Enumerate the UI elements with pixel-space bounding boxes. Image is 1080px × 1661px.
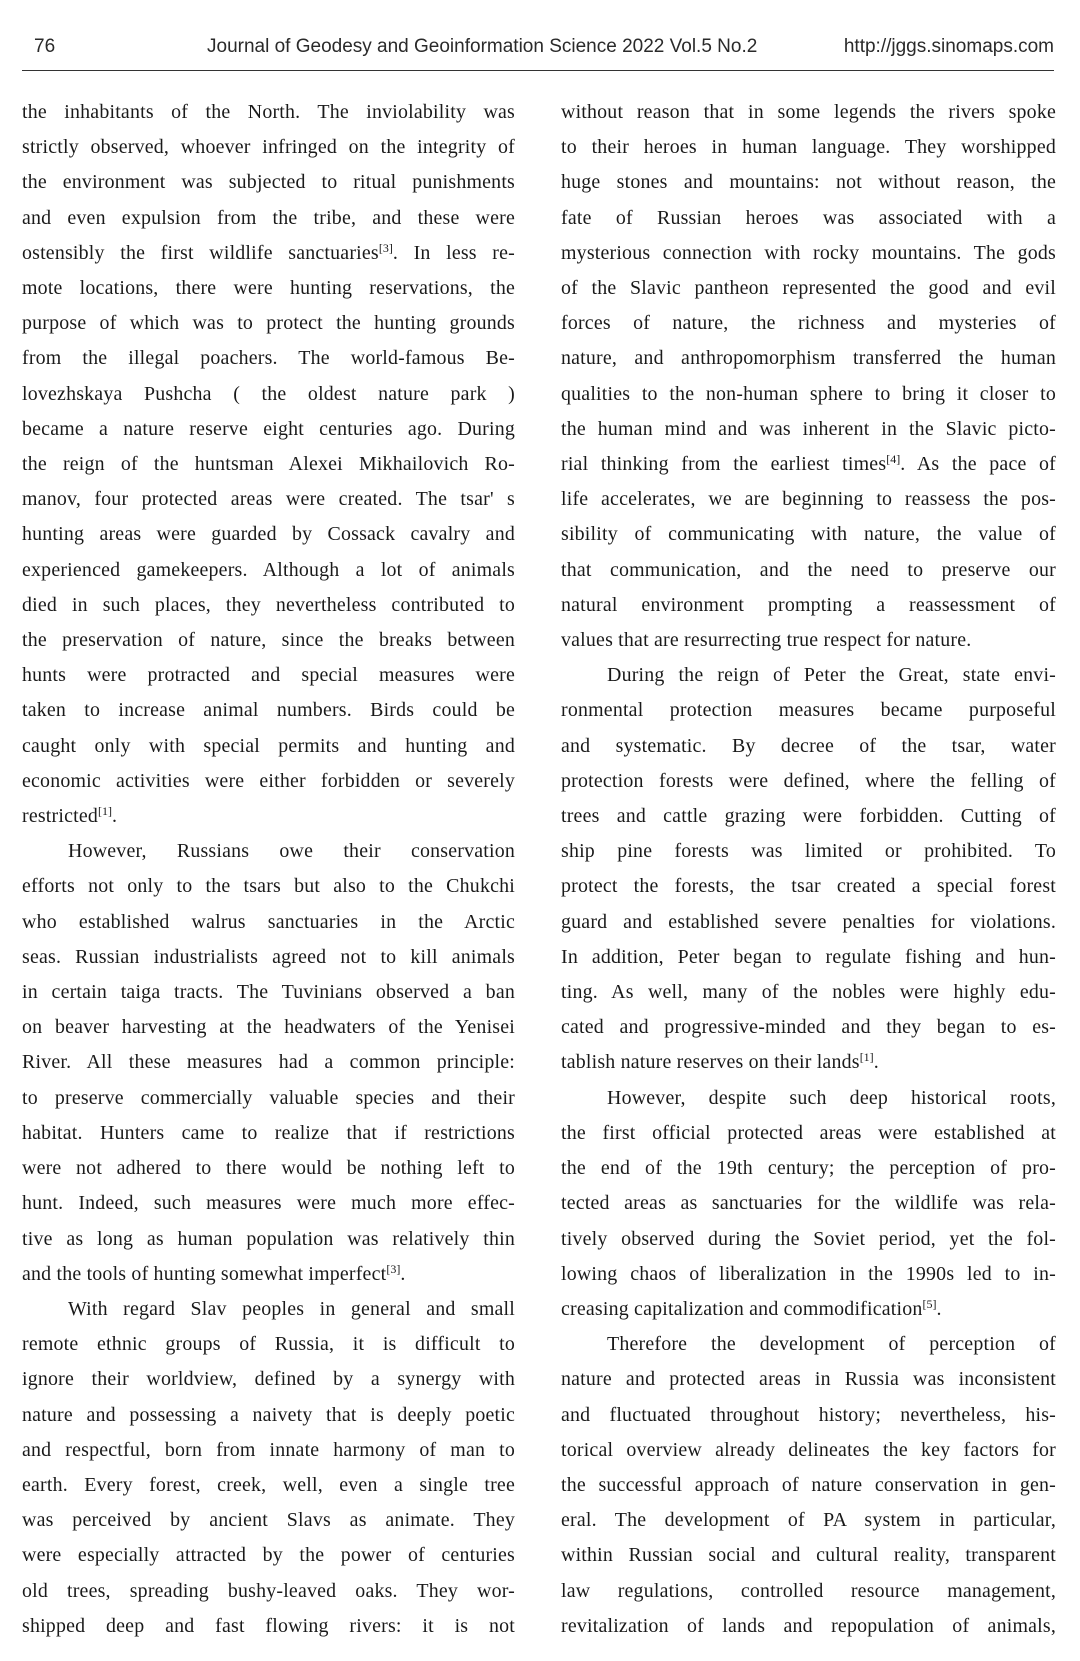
- text-line: values that are resurrecting true respect for nature.: [561, 629, 972, 652]
- text-line: forces of nature, the richness and mysteries of: [561, 312, 1056, 335]
- citation-ref[interactable]: [1]: [98, 804, 112, 819]
- line-text: . As the pace of: [900, 453, 1056, 476]
- text-line: manov, four protected areas were created. The tsar' s: [22, 488, 515, 511]
- text-line: ignore their worldview, defined by a synergy with: [22, 1368, 515, 1391]
- text-line: law regulations, controlled resource management,: [561, 1579, 1056, 1602]
- text-line: died in such places, they nevertheless contributed to: [22, 593, 515, 616]
- text-line: Therefore the development of perception of: [607, 1333, 1056, 1356]
- text-line: qualities to the non-human sphere to bring it closer to: [561, 382, 1056, 405]
- line-text: tablish nature reserves on their lands: [561, 1051, 860, 1074]
- text-line: cated and progressive-minded and they began to es-: [561, 1016, 1056, 1039]
- text-line: During the reign of Peter the Great, state envi-: [607, 664, 1056, 687]
- text-line: [561, 1045, 1056, 1080]
- text-line: nature and protected areas in Russia was inconsistent: [561, 1368, 1056, 1391]
- text-line: who established walrus sanctuaries in the Arctic: [22, 910, 515, 933]
- text-line: life accelerates, we are beginning to reassess the pos-: [561, 488, 1056, 511]
- text-line: became a nature reserve eight centuries ago. During: [22, 417, 515, 440]
- line-text: .: [873, 1051, 879, 1074]
- left-text-column: [22, 95, 515, 1644]
- line-text: .: [400, 1262, 406, 1285]
- text-line: the reign of the huntsman Alexei Mikhailovich Ro-: [22, 453, 515, 476]
- citation-ref[interactable]: [5]: [922, 1296, 937, 1311]
- running-header: [22, 30, 1054, 71]
- text-line: trees and cattle grazing were forbidden. Cutting of: [561, 805, 1056, 828]
- text-line: the end of the 19th century; the perception of pro-: [561, 1157, 1056, 1180]
- line-text: .: [936, 1297, 942, 1320]
- text-line: was perceived by ancient Slavs as animate. They: [22, 1509, 515, 1532]
- text-line: ting. As well, many of the nobles were highly edu-: [561, 981, 1056, 1004]
- right-text-column: [561, 95, 1056, 1644]
- text-line: the successful approach of nature conservation in gen-: [561, 1473, 1056, 1496]
- text-line: the first official protected areas were established at: [561, 1121, 1056, 1144]
- line-text: .: [112, 805, 118, 828]
- text-line: remote ethnic groups of Russia, it is difficult to: [22, 1333, 515, 1356]
- text-line: tive as long as human population was relatively thin: [22, 1227, 515, 1250]
- citation-ref[interactable]: [3]: [386, 1261, 401, 1276]
- text-line: taken to increase animal numbers. Birds could be: [22, 699, 515, 722]
- text-line: economic activities were either forbidden or severely: [22, 769, 515, 792]
- text-line: of the Slavic pantheon represented the good and evil: [561, 277, 1056, 300]
- text-line: tively observed during the Soviet period, yet the fol-: [561, 1227, 1056, 1250]
- text-line: the inhabitants of the North. The inviolability was: [22, 101, 515, 123]
- text-line: strictly observed, whoever infringed on the integrity of: [22, 136, 515, 159]
- text-line: efforts not only to the tsars but also to the Chukchi: [22, 875, 515, 898]
- text-line: [561, 447, 1056, 482]
- text-line: to their heroes in human language. They worshipped: [561, 136, 1056, 159]
- journal-title: Journal of Geodesy and Geoinformation Science 2022 Vol.5 No.2: [207, 36, 758, 57]
- text-line: to preserve commercially valuable species and their: [22, 1086, 515, 1109]
- citation-ref[interactable]: [1]: [859, 1050, 874, 1065]
- text-line: lowing chaos of liberalization in the 1990s led to in-: [561, 1262, 1056, 1285]
- text-line: and even expulsion from the tribe, and these were: [22, 206, 515, 229]
- text-line: hunt. Indeed, such measures were much more effec-: [22, 1192, 515, 1215]
- text-line: [22, 1257, 515, 1292]
- text-line: old trees, spreading bushy-leaved oaks. They wor-: [22, 1579, 515, 1602]
- text-line: earth. Every forest, creek, well, even a single tree: [22, 1473, 515, 1496]
- journal-url[interactable]: http://jggs.sinomaps.com: [843, 36, 1054, 57]
- text-line: were especially attracted by the power of centuries: [22, 1544, 515, 1567]
- text-line: [22, 236, 515, 271]
- line-text: and the tools of hunting somewhat imperfect: [22, 1262, 387, 1285]
- line-text: restricted: [22, 805, 98, 828]
- text-line: huge stones and mountains: not without reason, the: [561, 171, 1056, 194]
- text-line: caught only with special permits and hunting and: [22, 734, 515, 757]
- text-line: hunting areas were guarded by Cossack cavalry and: [22, 523, 515, 546]
- text-line: that communication, and the need to preserve our: [561, 558, 1056, 581]
- text-line: torical overview already delineates the key factors for: [561, 1438, 1056, 1461]
- citation-ref[interactable]: [4]: [886, 452, 901, 467]
- line-text: rial thinking from the earliest times: [561, 453, 887, 476]
- text-line: mysterious connection with rocky mountains. The gods: [561, 241, 1056, 264]
- text-line: [22, 799, 515, 834]
- text-line: hunts were protracted and special measures were: [22, 664, 515, 687]
- text-line: experienced gamekeepers. Although a lot of animals: [22, 558, 515, 581]
- text-line: [561, 1292, 1056, 1327]
- text-line: ship pine forests was limited or prohibited. To: [561, 840, 1056, 863]
- page-number: 76: [34, 36, 56, 57]
- text-line: nature and possessing a naivety that is deeply poetic: [22, 1403, 515, 1426]
- text-line: without reason that in some legends the rivers spoke: [561, 101, 1056, 123]
- text-line: protection forests were defined, where the felling of: [561, 769, 1056, 792]
- text-line: on beaver harvesting at the headwaters of the Yenisei: [22, 1016, 515, 1039]
- line-text: ostensibly the first wildlife sanctuaries: [22, 241, 379, 264]
- text-line: the preservation of nature, since the breaks between: [22, 629, 515, 652]
- text-line: lovezhskaya Pushcha ( the oldest nature park ): [22, 382, 515, 405]
- text-line: ronmental protection measures became purposeful: [561, 699, 1056, 722]
- text-line: With regard Slav peoples in general and small: [68, 1297, 515, 1320]
- text-line: mote locations, there were hunting reservations, the: [22, 277, 515, 300]
- text-line: within Russian social and cultural reality, transparent: [561, 1544, 1056, 1567]
- text-line: sibility of communicating with nature, the value of: [561, 523, 1056, 546]
- line-text: . In less re-: [392, 241, 515, 264]
- text-line: shipped deep and fast flowing rivers: it is not: [22, 1614, 515, 1637]
- text-line: nature, and anthropomorphism transferred the human: [561, 347, 1056, 370]
- text-line: and systematic. By decree of the tsar, water: [561, 734, 1056, 757]
- text-line: and respectful, born from innate harmony of man to: [22, 1438, 515, 1461]
- text-line: the environment was subjected to ritual punishments: [22, 171, 515, 194]
- text-line: However, Russians owe their conservation: [68, 840, 515, 863]
- text-line: were not adhered to there would be nothing left to: [22, 1157, 515, 1180]
- text-line: and fluctuated throughout history; nevertheless, his-: [561, 1403, 1056, 1426]
- text-line: revitalization of lands and repopulation of animals,: [561, 1614, 1056, 1637]
- text-line: in certain taiga tracts. The Tuvinians observed a ban: [22, 981, 515, 1004]
- text-line: fate of Russian heroes was associated with a: [561, 206, 1056, 229]
- text-line: from the illegal poachers. The world-famous Be-: [22, 347, 515, 370]
- citation-ref[interactable]: [3]: [378, 240, 393, 255]
- text-line: the human mind and was inherent in the Slavic picto-: [561, 417, 1056, 440]
- text-line: seas. Russian industrialists agreed not to kill animals: [22, 945, 515, 968]
- text-line: habitat. Hunters came to realize that if restrictions: [22, 1121, 515, 1144]
- text-line: tected areas as sanctuaries for the wildlife was rela-: [561, 1192, 1056, 1215]
- line-text: creasing capitalization and commodification: [561, 1297, 923, 1320]
- text-line: In addition, Peter began to regulate fishing and hun-: [561, 945, 1056, 968]
- text-line: River. All these measures had a common principle:: [22, 1051, 515, 1074]
- text-line: However, despite such deep historical roots,: [607, 1086, 1056, 1109]
- text-line: eral. The development of PA system in particular,: [561, 1509, 1056, 1532]
- text-line: purpose of which was to protect the hunting grounds: [22, 312, 515, 335]
- text-line: protect the forests, the tsar created a special forest: [561, 875, 1056, 898]
- text-line: natural environment prompting a reassessment of: [561, 593, 1056, 616]
- text-line: guard and established severe penalties for violations.: [561, 910, 1056, 933]
